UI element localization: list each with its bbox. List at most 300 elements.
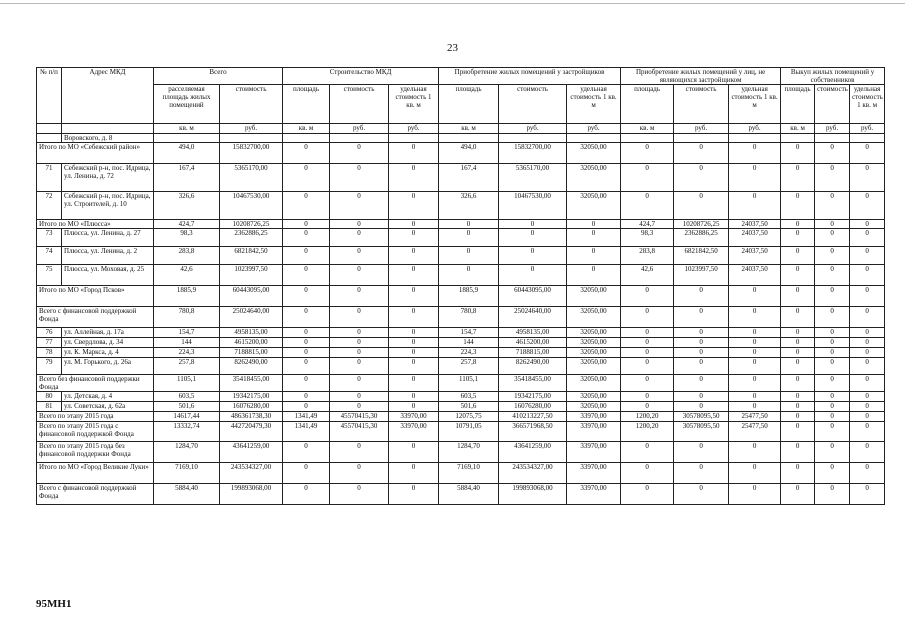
data-cell: 0 (674, 164, 729, 192)
data-cell: 0 (674, 463, 729, 484)
data-cell: 0 (729, 442, 781, 463)
data-cell: 0 (815, 412, 850, 422)
data-cell: 0 (729, 328, 781, 338)
data-cell: 167,4 (439, 164, 499, 192)
data-cell: 0 (621, 402, 674, 412)
header-sub-cell: стоимость (674, 85, 729, 124)
row-address: ул. Свердлова, д. 34 (62, 338, 154, 348)
row-number: 72 (37, 192, 62, 220)
data-cell: 501,6 (439, 402, 499, 412)
data-cell: 0 (439, 247, 499, 265)
data-cell: 0 (815, 247, 850, 265)
data-cell (154, 134, 220, 143)
data-cell: 35418455,00 (220, 375, 283, 392)
data-cell: 0 (815, 484, 850, 505)
row-label: Всего с финансовой поддержкой Фонда (37, 307, 154, 328)
data-cell: 199893068,00 (499, 484, 567, 505)
data-cell: 0 (781, 412, 815, 422)
data-cell: 0 (330, 220, 389, 229)
data-cell: 0 (330, 265, 389, 286)
data-cell: 0 (815, 164, 850, 192)
data-cell: 0 (389, 358, 439, 375)
data-cell: 32050,00 (567, 375, 621, 392)
data-cell: 0 (850, 247, 885, 265)
data-cell: 60443095,00 (220, 286, 283, 307)
table-row (37, 247, 885, 265)
data-cell (499, 134, 567, 143)
data-cell: 0 (729, 307, 781, 328)
data-cell: 199893068,00 (220, 484, 283, 505)
header-sub-cell: удельная стоимость 1 кв. м (389, 85, 439, 124)
data-cell: 0 (283, 220, 330, 229)
header-unit-cell: кв. м (621, 124, 674, 134)
data-cell (729, 134, 781, 143)
data-cell: 1200,20 (621, 412, 674, 422)
data-cell: 0 (850, 265, 885, 286)
row-number: 79 (37, 358, 62, 375)
header-unit-cell: кв. м (283, 124, 330, 134)
header-unit-cell: руб. (330, 124, 389, 134)
data-cell: 24037,50 (729, 220, 781, 229)
row-address: Себежский р-н, пос. Идрица, ул. Строителей, д. 10 (62, 192, 154, 220)
data-cell: 0 (815, 229, 850, 247)
data-cell: 10467530,00 (220, 192, 283, 220)
data-cell: 154,7 (154, 328, 220, 338)
data-cell: 0 (330, 229, 389, 247)
data-cell: 0 (815, 358, 850, 375)
data-cell: 5365170,00 (499, 164, 567, 192)
row-number: 80 (37, 392, 62, 402)
data-cell: 33970,00 (567, 484, 621, 505)
data-cell: 8262490,00 (220, 358, 283, 375)
header-unit-cell: руб. (567, 124, 621, 134)
footer-code: 95МН1 (36, 598, 72, 610)
data-cell: 0 (330, 286, 389, 307)
data-cell: 283,8 (621, 247, 674, 265)
data-cell: 0 (499, 247, 567, 265)
header-unit-cell: кв. м (781, 124, 815, 134)
data-cell: 257,8 (439, 358, 499, 375)
data-cell: 2362886,25 (220, 229, 283, 247)
data-cell: 257,8 (154, 358, 220, 375)
data-cell: 0 (283, 229, 330, 247)
row-address: Воровского, д. 8 (62, 134, 154, 143)
data-cell: 0 (621, 192, 674, 220)
data-cell: 32050,00 (567, 392, 621, 402)
data-cell: 0 (850, 286, 885, 307)
data-cell: 0 (499, 265, 567, 286)
header-unit-cell: руб. (674, 124, 729, 134)
data-cell: 0 (330, 143, 389, 164)
data-cell: 0 (850, 328, 885, 338)
data-cell: 0 (781, 164, 815, 192)
data-cell (674, 134, 729, 143)
data-cell: 0 (283, 402, 330, 412)
data-cell: 0 (850, 422, 885, 442)
data-cell: 0 (781, 307, 815, 328)
data-cell: 25477,50 (729, 422, 781, 442)
data-cell: 780,8 (439, 307, 499, 328)
row-address: ул. Аллейная, д. 17а (62, 328, 154, 338)
header-sub-cell: площадь (283, 85, 330, 124)
data-cell: 0 (781, 348, 815, 358)
data-cell: 0 (815, 348, 850, 358)
data-cell: 33970,00 (389, 422, 439, 442)
data-cell: 0 (283, 348, 330, 358)
data-cell: 0 (674, 143, 729, 164)
table-row (37, 358, 885, 375)
header-group-buyout: Выкуп жилых помещений у собственников (781, 68, 885, 85)
data-cell: 1341,49 (283, 412, 330, 422)
data-cell (850, 134, 885, 143)
data-cell: 0 (815, 402, 850, 412)
header-group-construction: Строительство МКД (283, 68, 439, 85)
table-row (37, 134, 885, 143)
data-cell: 243534327,00 (220, 463, 283, 484)
data-cell: 224,3 (154, 348, 220, 358)
data-cell: 5884,40 (439, 484, 499, 505)
data-cell: 5884,40 (154, 484, 220, 505)
table-row (37, 229, 885, 247)
data-cell: 0 (389, 265, 439, 286)
data-cell: 0 (567, 229, 621, 247)
data-cell: 30578095,50 (674, 412, 729, 422)
data-cell: 0 (330, 348, 389, 358)
data-cell: 0 (815, 422, 850, 442)
data-cell: 0 (729, 392, 781, 402)
data-cell: 0 (815, 463, 850, 484)
data-cell: 4615200,00 (499, 338, 567, 348)
data-cell: 0 (621, 358, 674, 375)
data-cell: 4958135,00 (499, 328, 567, 338)
data-cell: 10208726,25 (220, 220, 283, 229)
data-cell (439, 134, 499, 143)
data-cell: 0 (499, 229, 567, 247)
header-units-row (37, 124, 885, 134)
table-total-row (37, 442, 885, 463)
data-cell: 0 (283, 338, 330, 348)
data-cell: 42,6 (154, 265, 220, 286)
data-cell: 0 (330, 247, 389, 265)
row-label: Всего без финансовой поддержки Фонда (37, 375, 154, 392)
table-total-row (37, 307, 885, 328)
data-cell: 0 (283, 286, 330, 307)
data-cell: 144 (439, 338, 499, 348)
data-cell: 1105,1 (154, 375, 220, 392)
data-cell: 0 (621, 328, 674, 338)
data-cell: 4615200,00 (220, 338, 283, 348)
data-cell: 0 (621, 307, 674, 328)
data-cell: 0 (674, 286, 729, 307)
data-cell: 0 (283, 164, 330, 192)
data-cell: 0 (674, 192, 729, 220)
data-cell: 6821842,50 (220, 247, 283, 265)
data-cell: 0 (330, 442, 389, 463)
data-cell: 0 (674, 328, 729, 338)
row-address: Плюсса, ул. Моховая, д. 25 (62, 265, 154, 286)
data-cell: 0 (389, 484, 439, 505)
data-cell: 0 (815, 375, 850, 392)
data-cell: 0 (815, 442, 850, 463)
data-cell: 224,3 (439, 348, 499, 358)
data-cell: 0 (781, 338, 815, 348)
data-cell: 366571968,50 (499, 422, 567, 442)
data-cell: 154,7 (439, 328, 499, 338)
data-cell: 0 (674, 358, 729, 375)
data-cell (330, 134, 389, 143)
row-number: 78 (37, 348, 62, 358)
header-group-total: Всего (154, 68, 283, 85)
row-number: 75 (37, 265, 62, 286)
data-cell: 0 (781, 358, 815, 375)
data-cell: 0 (674, 392, 729, 402)
data-cell: 0 (815, 392, 850, 402)
data-cell: 7188815,00 (499, 348, 567, 358)
data-cell: 780,8 (154, 307, 220, 328)
data-cell: 0 (850, 412, 885, 422)
data-cell: 501,6 (154, 402, 220, 412)
data-cell: 424,7 (621, 220, 674, 229)
data-cell: 0 (781, 375, 815, 392)
data-cell: 0 (815, 286, 850, 307)
data-cell: 32050,00 (567, 286, 621, 307)
data-cell: 1284,70 (439, 442, 499, 463)
data-cell: 0 (674, 442, 729, 463)
data-cell: 0 (621, 463, 674, 484)
data-cell: 0 (729, 402, 781, 412)
data-cell: 12075,75 (439, 412, 499, 422)
header-no: № п/п (37, 68, 62, 124)
data-cell: 0 (729, 192, 781, 220)
data-cell: 0 (330, 392, 389, 402)
row-label: Всего по этапу 2015 года с финансовой поддержкой Фонда (37, 422, 154, 442)
table-row (37, 192, 885, 220)
header-unit-cell: руб. (729, 124, 781, 134)
data-cell (283, 134, 330, 143)
data-cell: 0 (729, 484, 781, 505)
data-cell: 32050,00 (567, 358, 621, 375)
data-cell: 0 (283, 484, 330, 505)
data-cell: 0 (781, 328, 815, 338)
data-cell: 7169,10 (154, 463, 220, 484)
data-cell: 0 (674, 348, 729, 358)
data-cell: 0 (389, 328, 439, 338)
data-cell: 13332,74 (154, 422, 220, 442)
header-unit-cell: руб. (815, 124, 850, 134)
data-cell: 0 (815, 265, 850, 286)
header-unit-cell: руб. (850, 124, 885, 134)
data-cell: 0 (781, 220, 815, 229)
data-cell: 0 (850, 229, 885, 247)
header-group-developers: Приобретение жилых помещений у застройщиков (439, 68, 621, 85)
data-cell: 0 (283, 247, 330, 265)
header-address: Адрес МКД (62, 68, 154, 124)
data-cell: 603,5 (154, 392, 220, 402)
data-cell: 4958135,00 (220, 328, 283, 338)
header-sub-cell: стоимость (815, 85, 850, 124)
data-cell: 0 (389, 375, 439, 392)
data-cell: 0 (439, 220, 499, 229)
data-cell: 0 (621, 143, 674, 164)
table-row (37, 328, 885, 338)
row-address: ул. М. Горького, д. 26а (62, 358, 154, 375)
row-address: ул. Детская, д. 4 (62, 392, 154, 402)
data-cell: 0 (850, 307, 885, 328)
row-number: 81 (37, 402, 62, 412)
data-cell: 0 (621, 286, 674, 307)
data-cell: 0 (815, 338, 850, 348)
header-sub-cell: удельная стоимость 1 кв. м (850, 85, 885, 124)
data-cell: 1023997,50 (220, 265, 283, 286)
data-cell: 0 (621, 164, 674, 192)
data-cell: 0 (330, 338, 389, 348)
data-cell: 424,7 (154, 220, 220, 229)
data-cell: 0 (850, 375, 885, 392)
data-cell: 0 (389, 348, 439, 358)
data-cell: 0 (389, 307, 439, 328)
data-cell: 0 (567, 247, 621, 265)
data-cell: 0 (781, 422, 815, 442)
data-cell: 0 (621, 338, 674, 348)
data-cell: 0 (729, 286, 781, 307)
row-number: 77 (37, 338, 62, 348)
data-cell: 0 (815, 328, 850, 338)
data-cell: 0 (439, 229, 499, 247)
data-cell: 7188815,00 (220, 348, 283, 358)
data-cell: 410213227,50 (499, 412, 567, 422)
data-cell: 0 (330, 358, 389, 375)
row-label: Итого по МО «Себежский район» (37, 143, 154, 164)
data-cell: 0 (729, 375, 781, 392)
data-cell: 33970,00 (567, 412, 621, 422)
data-cell: 43641259,00 (499, 442, 567, 463)
data-cell: 32050,00 (567, 164, 621, 192)
data-cell: 33970,00 (567, 463, 621, 484)
data-cell: 0 (781, 484, 815, 505)
data-cell (220, 134, 283, 143)
table-row (37, 338, 885, 348)
table-row (37, 164, 885, 192)
data-cell: 486361738,30 (220, 412, 283, 422)
data-cell: 45570415,30 (330, 422, 389, 442)
data-cell: 16076280,00 (220, 402, 283, 412)
table-total-row (37, 412, 885, 422)
header-unit-cell: руб. (389, 124, 439, 134)
data-cell: 0 (815, 307, 850, 328)
data-cell: 0 (439, 265, 499, 286)
data-cell: 0 (850, 463, 885, 484)
data-cell: 0 (850, 220, 885, 229)
header-unit-cell: кв. м (154, 124, 220, 134)
data-cell: 0 (389, 286, 439, 307)
data-cell: 0 (674, 375, 729, 392)
data-cell: 0 (389, 392, 439, 402)
data-cell: 442720479,30 (220, 422, 283, 442)
row-number: 76 (37, 328, 62, 338)
table-total-row (37, 422, 885, 442)
header-sub-cell: стоимость (330, 85, 389, 124)
data-cell: 144 (154, 338, 220, 348)
data-cell: 0 (850, 348, 885, 358)
data-cell: 0 (283, 143, 330, 164)
data-cell (781, 134, 815, 143)
data-cell: 25024640,00 (220, 307, 283, 328)
data-cell: 0 (850, 192, 885, 220)
row-label: Итого по МО «Плюсса» (37, 220, 154, 229)
data-cell: 0 (674, 338, 729, 348)
row-address: Плюсса, ул. Ленина, д. 2 (62, 247, 154, 265)
data-cell: 33970,00 (389, 412, 439, 422)
data-cell: 1105,1 (439, 375, 499, 392)
header-unit-cell: руб. (499, 124, 567, 134)
data-cell: 24037,50 (729, 247, 781, 265)
header-sub-cell: стоимость (499, 85, 567, 124)
data-cell: 0 (621, 375, 674, 392)
scan-edge-line (0, 3, 905, 4)
data-cell: 0 (781, 247, 815, 265)
data-cell: 0 (330, 463, 389, 484)
data-cell: 0 (283, 463, 330, 484)
data-cell: 32050,00 (567, 192, 621, 220)
data-cell: 0 (389, 442, 439, 463)
row-label: Итого по МО «Город Великие Луки» (37, 463, 154, 484)
data-cell: 8262490,00 (499, 358, 567, 375)
data-cell: 0 (330, 375, 389, 392)
data-cell: 0 (729, 463, 781, 484)
data-cell: 0 (850, 338, 885, 348)
data-cell: 6821842,50 (674, 247, 729, 265)
row-label: Всего по этапу 2015 года без финансовой поддержки Фонда (37, 442, 154, 463)
data-cell: 0 (621, 442, 674, 463)
data-cell: 0 (781, 463, 815, 484)
data-cell: 0 (567, 220, 621, 229)
data-cell: 0 (781, 286, 815, 307)
data-cell: 0 (781, 392, 815, 402)
table-total-row (37, 220, 885, 229)
header-sub-row (37, 85, 885, 124)
data-cell: 326,6 (439, 192, 499, 220)
data-cell: 0 (330, 484, 389, 505)
data-cell: 0 (330, 307, 389, 328)
table-total-row (37, 143, 885, 164)
header-sub-cell: стоимость (220, 85, 283, 124)
data-cell: 0 (330, 328, 389, 338)
header-sub-cell: площадь (439, 85, 499, 124)
data-cell: 0 (729, 143, 781, 164)
data-cell: 0 (283, 392, 330, 402)
housing-program-table (36, 67, 885, 505)
data-cell: 10467530,00 (499, 192, 567, 220)
row-label: Всего по этапу 2015 года (37, 412, 154, 422)
data-cell: 1885,9 (439, 286, 499, 307)
data-cell: 32050,00 (567, 348, 621, 358)
data-cell: 43641259,00 (220, 442, 283, 463)
data-cell: 10791,05 (439, 422, 499, 442)
data-cell: 0 (815, 192, 850, 220)
data-cell (389, 134, 439, 143)
data-cell: 5365170,00 (220, 164, 283, 192)
data-cell (621, 134, 674, 143)
data-cell: 19342175,00 (499, 392, 567, 402)
data-cell: 45570415,30 (330, 412, 389, 422)
data-cell: 0 (850, 164, 885, 192)
data-cell: 0 (283, 358, 330, 375)
data-cell: 24037,50 (729, 265, 781, 286)
data-cell: 98,3 (154, 229, 220, 247)
data-cell: 0 (850, 442, 885, 463)
data-cell: 326,6 (154, 192, 220, 220)
data-cell: 30578095,50 (674, 422, 729, 442)
